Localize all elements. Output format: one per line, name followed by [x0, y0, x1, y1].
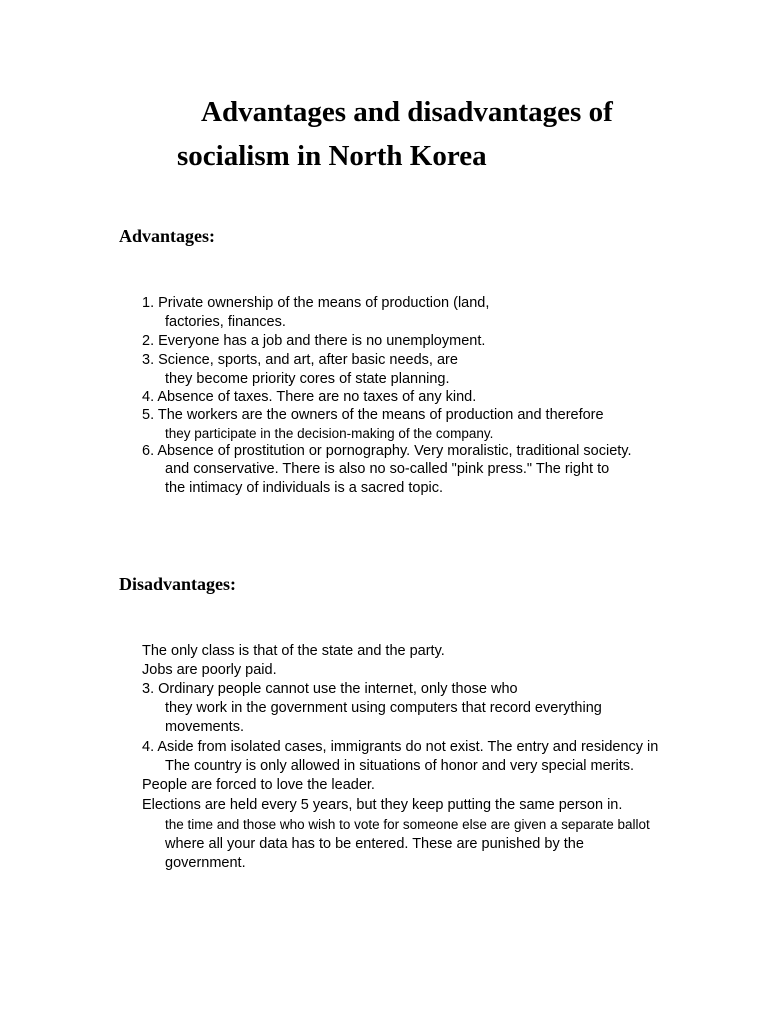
- advantage-item-3: 3. Science, sports, and art, after basic needs, are: [142, 352, 458, 368]
- disadvantage-item-3-cont-2: movements.: [165, 719, 244, 735]
- advantages-heading: Advantages:: [119, 226, 216, 246]
- disadvantage-item-2: Jobs are poorly paid.: [142, 662, 277, 678]
- advantage-item-1: 1. Private ownership of the means of production (land,: [142, 295, 490, 311]
- advantage-item-4: 4. Absence of taxes. There are no taxes of any kind.: [142, 389, 477, 405]
- advantage-item-1-cont: factories, finances.: [165, 314, 286, 330]
- disadvantage-item-6-cont-1: the time and those who wish to vote for someone else are given a separate ballot: [165, 817, 650, 832]
- disadvantage-item-3: 3. Ordinary people cannot use the internet, only those who: [142, 681, 518, 697]
- advantage-item-3-cont: they become priority cores of state planning.: [165, 371, 450, 387]
- disadvantage-item-1: The only class is that of the state and the party.: [142, 643, 445, 659]
- advantage-item-5: 5. The workers are the owners of the means of production and therefore: [142, 407, 604, 423]
- disadvantage-item-6: Elections are held every 5 years, but they keep putting the same person in.: [142, 797, 623, 813]
- advantage-item-2: 2. Everyone has a job and there is no unemployment.: [142, 333, 486, 349]
- disadvantage-item-3-cont-1: they work in the government using computers that record everything: [165, 700, 602, 716]
- advantage-item-5-cont: they participate in the decision-making of the company.: [165, 426, 494, 441]
- document-title-line-1: Advantages and disadvantages of: [201, 96, 613, 128]
- advantage-item-6-cont-2: the intimacy of individuals is a sacred topic.: [165, 480, 444, 496]
- disadvantage-item-6-cont-3: government.: [165, 855, 246, 871]
- advantage-item-6: 6. Absence of prostitution or pornography. Very moralistic, traditional society.: [142, 443, 632, 459]
- disadvantage-item-4-cont: The country is only allowed in situations of honor and very special merits.: [165, 758, 635, 774]
- advantage-item-6-cont-1: and conservative. There is also no so-called "pink press." The right to: [165, 461, 610, 477]
- disadvantage-item-6-cont-2: where all your data has to be entered. These are punished by the: [165, 836, 584, 852]
- document-title-line-2: socialism in North Korea: [177, 140, 487, 172]
- disadvantage-item-5: People are forced to love the leader.: [142, 777, 375, 793]
- disadvantages-heading: Disadvantages:: [119, 574, 237, 594]
- disadvantage-item-4: 4. Aside from isolated cases, immigrants do not exist. The entry and residency in: [142, 739, 659, 755]
